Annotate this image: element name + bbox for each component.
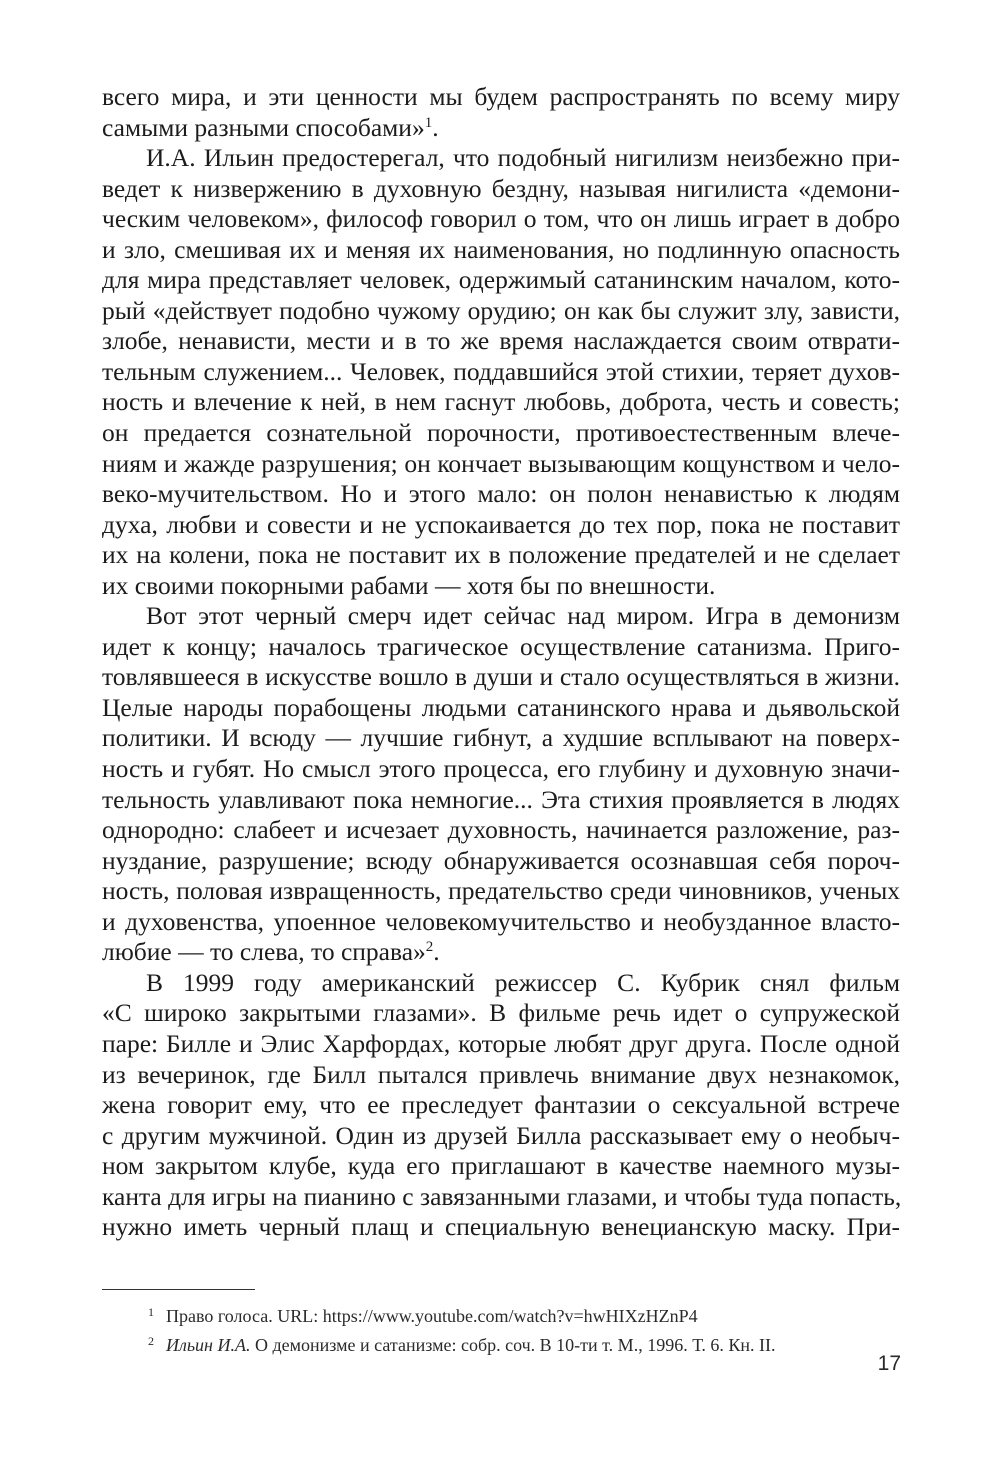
text-line: «С широко закрытыми глазами». В фильме речь идет о супружеской [102,998,900,1028]
text-line: веко-мучительством. Но и этого мало: он полон ненавистью к людям [102,479,900,509]
text-line: ведет к низвержению в духовную бездну, называя нигилиста «демони- [102,173,900,203]
footnote-text[interactable]: Право голоса. URL: https://www.youtube.com/watch?v=hwHIXzHZnP4 [166,1306,698,1326]
text-line: с другим мужчиной. Один из друзей Билла рассказывает ему о необыч- [102,1120,900,1150]
line-text: . [432,112,439,142]
text-line: канта для игры на пианино с завязанными глазами, и чтобы туда попасть, [102,1181,902,1211]
text-line: жена говорит ему, что ее преследует фантазии о сексуальной встрече [102,1090,900,1120]
body-text [102,82,900,1243]
footnote-author: Ильин И.А. [166,1335,251,1355]
text-line: нуздание, разрушение; всюду обнаруживается осознавшая себя пороч- [102,845,900,875]
text-line: политики. И всюду — лучшие гибнут, а худшие всплывают на поверх- [102,723,900,753]
footnote-number: 1 [148,1305,154,1319]
text-line: тельность улавливают пока немногие... Эта стихия проявляется в людях [102,784,900,814]
footnote-number: 2 [148,1334,154,1348]
line-text: самыми разными способами» [102,112,425,142]
text-line: ниям и жажде разрушения; он кончает вызывающим кощунством и чело- [102,448,900,478]
text-line: Целые народы порабощены людьми сатанинского нрава и дьявольской [102,692,900,722]
text-line: для мира представляет человек, одержимый сатанинским началом, кото- [102,265,900,295]
line-text: . [433,937,440,967]
page-number: 17 [877,1352,901,1375]
text-line: духа, любви и совести и не успокаивается до тех пор, пока не поставит [102,509,900,539]
footnote-2 [148,1330,776,1356]
text-line [102,113,900,144]
text-line: он предается сознательной порочности, противоестественным влече- [102,418,900,448]
text-line: из вечеринок, где Билл пытался привлечь внимание двух незнакомок, [102,1059,900,1089]
footnote-divider [102,1289,255,1290]
text-line: ческим человеком», философ говорил о том, что он лишь играет в добро [102,204,900,234]
text-line: паре: Билле и Элис Харфордах, которые любят друг друга. После одной [102,1028,900,1058]
text-line: их на колени, пока не поставит их в положение предателей и не сделает [102,540,900,570]
text-line: рый «действует подобно чужому орудию; он как бы служит злу, зависти, [102,295,900,325]
text-line: их своими покорными рабами — хотя бы по внешности. [102,570,716,600]
text-line: злобе, ненависти, мести и в то же время наслаждается своим отврати- [102,326,900,356]
text-line: ном закрытом клубе, куда его приглашают в качестве наемного музы- [102,1151,900,1181]
text-line: идет к концу; началось трагическое осуществление сатанизма. Приго- [102,631,900,661]
text-line: и духовенства, упоенное человекомучительство и необузданное власто- [102,906,900,936]
text-line: нужно иметь черный плащ и специальную венецианскую маску. При- [102,1212,900,1242]
text-line: В 1999 году американский режиссер С. Кубрик снял фильм [146,967,900,997]
text-line: ность и влечение к ней, в нем гаснут любовь, доброта, честь и совесть; [102,387,900,417]
footnote-text: О демонизме и сатанизме: собр. соч. В 10-ти т. М., 1996. Т. 6. Кн. II. [250,1335,776,1355]
text-line: однородно: слабеет и исчезает духовность, начинается разложение, раз- [102,815,900,845]
text-line: и зло, смешивая их и меняя их наименования, но подлинную опасность [102,234,900,264]
footnote-ref[interactable]: 1 [424,114,433,131]
text-line: ность, половая извращенность, предательство среди чиновников, ученых [102,876,900,906]
text-line: ность и губят. Но смысл этого процесса, его глубину и духовную значи- [102,754,900,784]
footnote-1 [148,1301,698,1327]
text-line: И.А. Ильин предостерегал, что подобный нигилизм неизбежно при- [146,143,900,173]
footnote-ref[interactable]: 2 [425,939,434,956]
line-text: любие — то слева, то справа» [102,937,426,967]
text-line: Вот этот черный смерч идет сейчас над миром. Игра в демонизм [146,601,900,631]
text-line: всего мира, и эти ценности мы будем распространять по всему миру [102,82,900,111]
text-line [102,937,900,968]
text-line: тельным служением... Человек, поддавшийся этой стихии, теряет духов- [102,356,900,386]
text-line: товлявшееся в искусстве вошло в души и стало осуществляться в жизни. [102,662,900,692]
